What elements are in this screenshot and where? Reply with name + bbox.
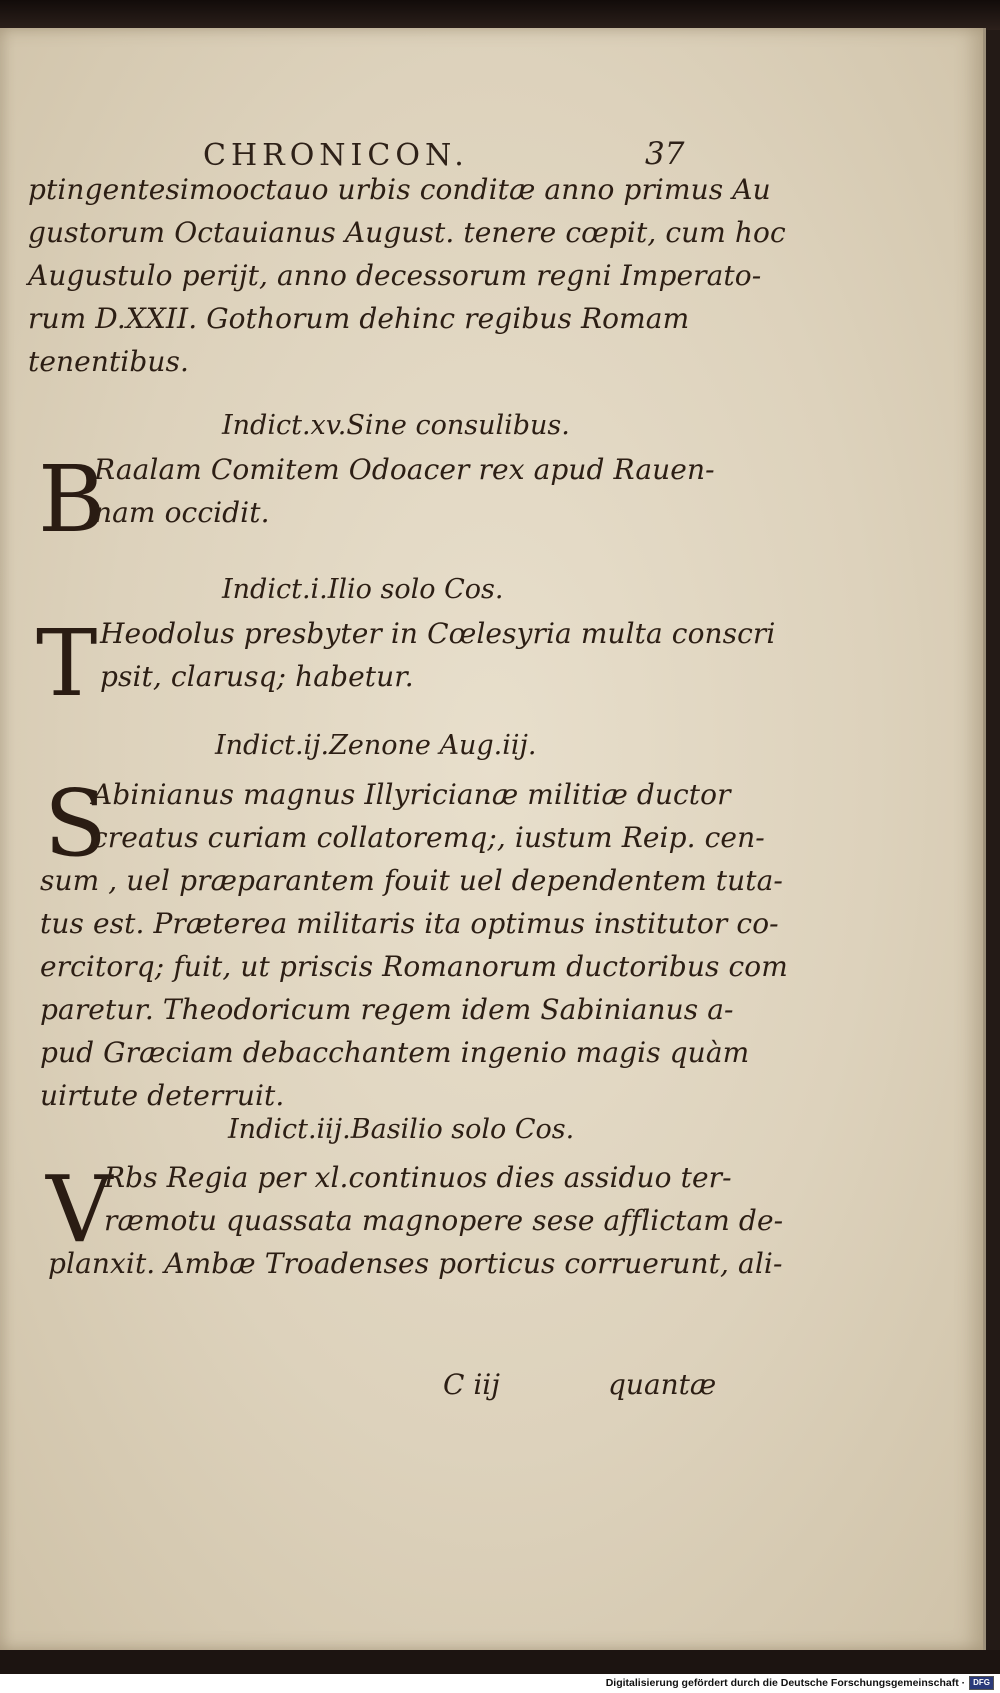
running-head-title: CHRONICON.: [203, 138, 469, 173]
scan-bottom-border: [0, 1650, 1000, 1674]
entry-heading: Indict.ij.Zenone Aug.iij.: [215, 730, 537, 761]
book-page: [0, 28, 986, 1650]
text-line: ræmotu quassata magnopere sese afflictam de-: [104, 1204, 784, 1237]
text-line: gustorum Octauianus August. tenere cœpit, cum hoc: [28, 216, 786, 249]
text-line: Rbs Regia per xl.continuos dies assiduo ter-: [104, 1161, 732, 1194]
entry-paragraph-first-lines: [104, 1156, 783, 1242]
drop-cap: B: [38, 446, 106, 553]
text-line: creatus curiam collatoremq;, iustum Reip. cen-: [92, 821, 765, 854]
text-line: uirtute deterruit.: [40, 1079, 285, 1112]
text-line: pud Græciam debacchantem ingenio magis quàm: [40, 1036, 750, 1069]
entry-heading: Indict.xv.Sine consulibus.: [222, 410, 570, 441]
entry-paragraph: [48, 1242, 783, 1285]
drop-cap: T: [36, 610, 98, 717]
text-line: paretur. Theodoricum regem idem Sabinianus a-: [40, 993, 734, 1026]
text-line: tenentibus.: [28, 345, 189, 378]
text-line: psit, clarusq; habetur.: [100, 660, 414, 693]
entry-paragraph: [40, 859, 788, 1117]
text-line: nam occidit.: [94, 496, 270, 529]
text-line: Abinianus magnus Illyricianæ militiæ ductor: [92, 778, 731, 811]
page-number: 37: [645, 136, 685, 172]
text-line: rum D.XXII. Gothorum dehinc regibus Romam: [28, 302, 690, 335]
digitization-credit: [0, 1674, 1000, 1693]
signature-mark: C iij: [443, 1368, 500, 1401]
text-line: planxit. Ambæ Troadenses porticus corruerunt, ali-: [48, 1247, 783, 1280]
entry-paragraph: [100, 612, 775, 698]
dfg-logo: DFG: [969, 1676, 994, 1690]
catchword: quantæ: [608, 1368, 717, 1401]
text-line: sum , uel præparantem fouit uel dependentem tuta-: [40, 864, 783, 897]
text-line: ptingentesimooctauo urbis conditæ anno primus Au: [28, 173, 771, 206]
text-line: Heodolus presbyter in Cœlesyria multa conscri: [100, 617, 776, 650]
credit-text: Digitalisierung gefördert durch die Deutsche Forschungsgemeinschaft ·: [605, 1677, 966, 1689]
scan-top-border: [0, 0, 1000, 30]
text-line: Raalam Comitem Odoacer rex apud Rauen-: [94, 453, 715, 486]
entry-paragraph-first-lines: [92, 773, 765, 859]
text-line: tus est. Præterea militaris ita optimus institutor co-: [40, 907, 779, 940]
drop-cap: V: [46, 1156, 113, 1263]
intro-paragraph: [28, 168, 786, 383]
entry-heading: Indict.i.Ilio solo Cos.: [222, 574, 504, 605]
entry-paragraph: [94, 448, 715, 534]
entry-heading: Indict.iij.Basilio solo Cos.: [228, 1114, 575, 1145]
text-line: Augustulo perijt, anno decessorum regni Imperato-: [28, 259, 762, 292]
drop-cap: S: [44, 770, 108, 877]
text-line: ercitorq; fuit, ut priscis Romanorum ductoribus com: [40, 950, 788, 983]
